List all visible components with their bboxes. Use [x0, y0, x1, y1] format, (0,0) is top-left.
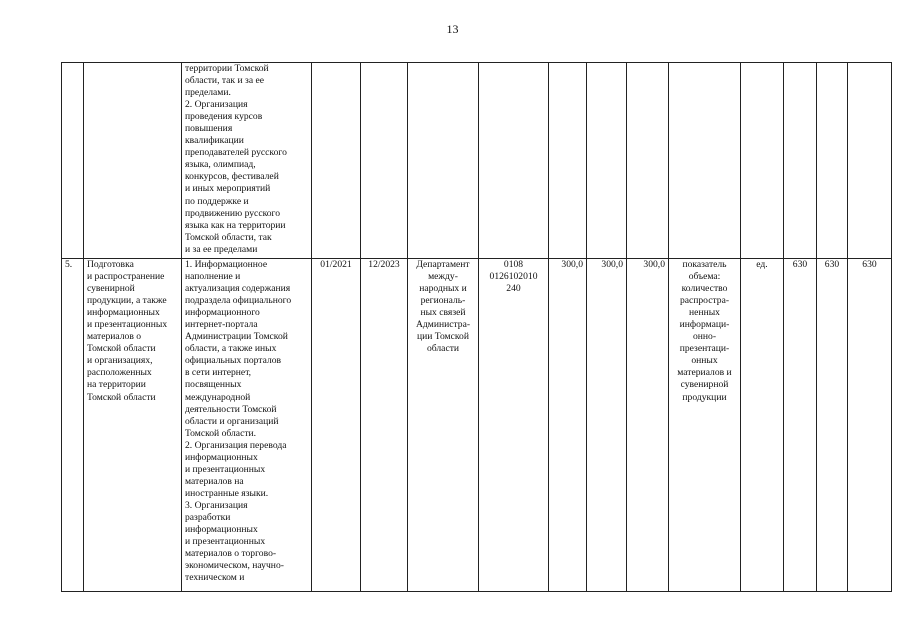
- funding-year-1-cell: 300,0: [549, 259, 587, 592]
- row-number-cell: [62, 63, 84, 259]
- budget-code-cell: [479, 63, 549, 259]
- indicator-cell: [669, 63, 741, 259]
- start-date-cell: 01/2021: [312, 259, 361, 592]
- executor-cell: Департамент между- народных и региональ- ных связей Администра- ции Томской области: [408, 259, 479, 592]
- funding-year-2-cell: 300,0: [587, 259, 627, 592]
- program-activities-table: [61, 62, 892, 592]
- table-row: [62, 63, 892, 259]
- funding-year-3-cell: [627, 63, 669, 259]
- funding-year-3-cell: 300,0: [627, 259, 669, 592]
- funding-year-2-cell: [587, 63, 627, 259]
- target-year-2-cell: [817, 63, 848, 259]
- funding-year-1-cell: [549, 63, 587, 259]
- budget-code-cell: 0108 0126102010 240: [479, 259, 549, 592]
- target-year-1-cell: 630: [784, 259, 817, 592]
- unit-cell: [741, 63, 784, 259]
- end-date-cell: [361, 63, 408, 259]
- target-year-1-cell: [784, 63, 817, 259]
- activity-content-cell: территории Томской области, так и за ее пределами. 2. Организация проведения курсов повышения квалификации преподавателей русского языка, олимпиад, конкурсов, фестивалей и иных мероприятий по поддержке и продвижению русского языка как на территории Томской области, так и за ее пределами: [182, 63, 312, 259]
- indicator-cell: показатель объема: количество распростра- ненных информаци- онно- презентаци- онных материалов и сувенирной продукции: [669, 259, 741, 592]
- target-year-3-cell: 630: [848, 259, 892, 592]
- row-number-cell: 5.: [62, 259, 84, 592]
- end-date-cell: 12/2023: [361, 259, 408, 592]
- activity-name-cell: [84, 63, 182, 259]
- page-number: 13: [446, 22, 459, 36]
- table-row: [62, 259, 892, 592]
- target-year-2-cell: 630: [817, 259, 848, 592]
- unit-cell: ед.: [741, 259, 784, 592]
- start-date-cell: [312, 63, 361, 259]
- activity-name-cell: Подготовка и распространение сувенирной продукции, а также информационных и презентационных материалов о Томской области и организациях, расположенных на территории Томской области: [84, 259, 182, 592]
- executor-cell: [408, 63, 479, 259]
- target-year-3-cell: [848, 63, 892, 259]
- activity-content-cell: 1. Информационное наполнение и актуализация содержания подраздела официального информационного интернет-портала Администрации Томской области, а также иных официальных порталов в сети интернет, посвященных международной деятельности Томской области и организаций Томской области. 2. Организация перевода информационных и презентационных материалов на иностранные языки. 3. Организация разработки информационных и презентационных материалов о торгово- экономическом, научно- техническом и: [182, 259, 312, 592]
